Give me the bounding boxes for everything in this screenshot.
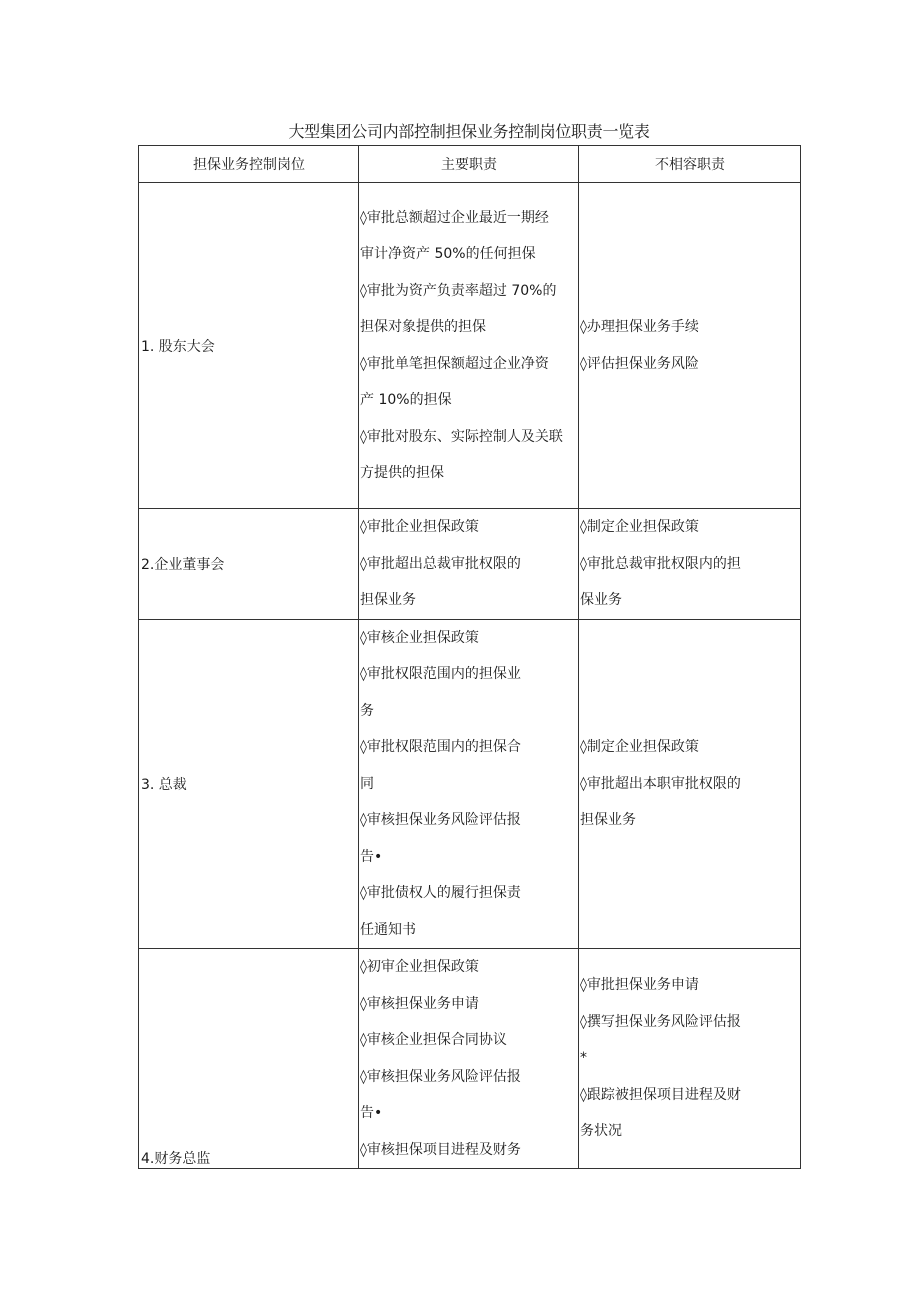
duty-table [138,145,801,1169]
duty-line: ◊审核担保业务风险评估报 [360,1068,521,1085]
duty-line: 任通知书 [360,921,416,938]
main-duties-cell [359,183,579,509]
incompatible-duties-cell [579,619,801,949]
main-duties-cell [359,619,579,949]
duty-line: ◊审核企业担保合同协议 [360,1032,507,1048]
incompatible-duties-cell [579,183,801,509]
table-row [139,183,801,509]
position-cell: 3. 总裁 [139,619,359,949]
duty-line: ◊制定企业担保政策 [580,519,699,535]
duty-line: 担保业务 [580,812,636,828]
main-duties-cell [359,509,579,620]
duty-line: 审计净资产 50%的任何担保 [360,246,536,262]
duty-line: ◊审批超出本职审批权限的 [580,775,741,792]
duty-line: ◊审批权限范围内的担保合 [360,739,521,755]
position-cell: 2.企业董事会 [139,509,359,620]
duty-line: ◊审核担保项目进程及财务 [360,1141,521,1158]
duty-line: 告• [360,848,383,865]
duty-line: ◊审核担保业务申请 [360,995,479,1012]
duty-line: ◊审批企业担保政策 [360,519,479,535]
duty-line: 担保业务 [360,592,416,608]
duty-line: 保业务 [580,592,622,608]
duty-line: ◊跟踪被担保项目进程及财 [580,1086,741,1103]
duty-line: ◊审批总额超过企业最近一期经 [360,209,549,226]
duty-line: ◊审核企业担保政策 [360,629,479,646]
duty-line: ◊审批为资产负责率超过 70%的 [360,282,557,299]
duty-line: ◊初审企业担保政策 [360,959,479,975]
duty-line: ◊审批权限范围内的担保业 [360,666,521,682]
duty-line: * [580,1050,587,1067]
duty-line: 务 [360,702,374,719]
document-title: 大型集团公司内部控制担保业务控制岗位职责一览表 [288,122,650,141]
duty-line: ◊审批单笔担保额超过企业净资 [360,355,549,372]
table-row [139,509,801,620]
column-header-incompatible-duties: 不相容职责 [579,146,801,183]
duty-line: ◊审核担保业务风险评估报 [360,812,521,828]
incompatible-duties-cell [579,509,801,620]
duty-line: ◊审批总裁审批权限内的担 [580,555,741,572]
duty-line: ◊制定企业担保政策 [580,739,699,755]
incompatible-duties-cell [579,949,801,1169]
duty-line: ◊评估担保业务风险 [580,355,699,372]
main-duties-cell [359,949,579,1169]
duty-line: ◊审批债权人的履行担保责 [360,885,521,901]
position-cell: 4.财务总监 [139,949,359,1169]
duty-line: 方提供的担保 [360,465,444,481]
duty-line: ◊审批对股东、实际控制人及关联 [360,428,563,445]
table-header-row [139,146,801,183]
duty-line: 务状况 [580,1123,622,1140]
duty-line: 同 [360,775,374,792]
duty-line: ◊办理担保业务手续 [580,319,699,335]
duty-line: 告• [360,1105,383,1121]
duty-line: ◊审批超出总裁审批权限的 [360,555,521,572]
table-row [139,949,801,1169]
table-row [139,619,801,949]
position-cell: 1. 股东大会 [139,183,359,509]
duty-line: 担保对象提供的担保 [360,319,486,335]
column-header-main-duties: 主要职责 [359,146,579,183]
column-header-position: 担保业务控制岗位 [139,146,359,183]
duty-line: ◊撰写担保业务风险评估报 [580,1013,741,1030]
duty-line: ◊审批担保业务申请 [580,977,699,994]
duty-line: 产 10%的担保 [360,392,452,408]
